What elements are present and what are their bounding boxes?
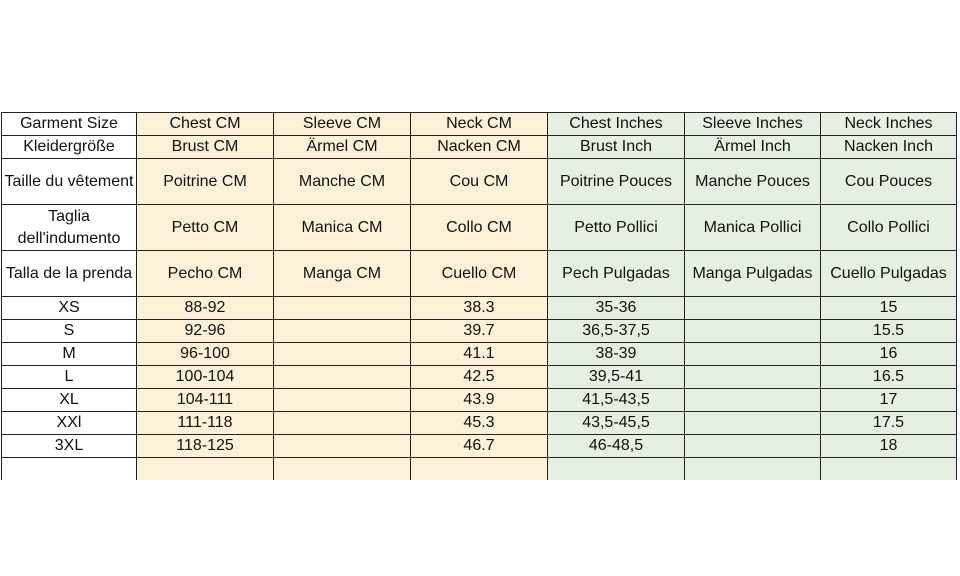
size-row-l xyxy=(2,366,957,389)
empty-cell xyxy=(685,458,821,481)
table-cell xyxy=(274,389,411,412)
table-cell: 92-96 xyxy=(137,320,274,343)
header-cell: Manga Pulgadas xyxy=(685,251,821,297)
header-cell: Manche Pouces xyxy=(685,159,821,205)
header-row-spanish xyxy=(2,251,957,297)
size-label: 3XL xyxy=(2,435,137,458)
header-cell: Petto CM xyxy=(137,205,274,251)
table-cell: 15.5 xyxy=(821,320,957,343)
header-cell: Neck CM xyxy=(411,113,548,136)
size-label: XXl xyxy=(2,412,137,435)
header-cell: Collo Pollici xyxy=(821,205,957,251)
header-cell: Manica Pollici xyxy=(685,205,821,251)
header-cell: Cou Pouces xyxy=(821,159,957,205)
table-cell: 17.5 xyxy=(821,412,957,435)
table-cell xyxy=(685,366,821,389)
empty-cell xyxy=(2,458,137,481)
header-cell: Collo CM xyxy=(411,205,548,251)
empty-cell xyxy=(821,458,957,481)
table-cell: 111-118 xyxy=(137,412,274,435)
table-cell: 43,5-45,5 xyxy=(548,412,685,435)
table-cell: 118-125 xyxy=(137,435,274,458)
table-cell: 88-92 xyxy=(137,297,274,320)
table-cell xyxy=(274,435,411,458)
empty-cell xyxy=(411,458,548,481)
table-cell: 38.3 xyxy=(411,297,548,320)
header-cell: Manche CM xyxy=(274,159,411,205)
size-label: XL xyxy=(2,389,137,412)
table-cell: 104-111 xyxy=(137,389,274,412)
cut-off-row xyxy=(2,458,957,481)
header-cell: Garment Size xyxy=(2,113,137,136)
size-row-s xyxy=(2,320,957,343)
size-row-xl xyxy=(2,389,957,412)
table-cell: 41,5-43,5 xyxy=(548,389,685,412)
header-cell: Ärmel CM xyxy=(274,136,411,159)
header-cell: Nacken CM xyxy=(411,136,548,159)
table-cell: 96-100 xyxy=(137,343,274,366)
header-cell: Brust Inch xyxy=(548,136,685,159)
header-cell: Kleidergröße xyxy=(2,136,137,159)
header-cell: Manga CM xyxy=(274,251,411,297)
table-cell: 46.7 xyxy=(411,435,548,458)
table-cell xyxy=(685,435,821,458)
table-cell: 39.7 xyxy=(411,320,548,343)
table-cell: 16.5 xyxy=(821,366,957,389)
header-cell: Cuello CM xyxy=(411,251,548,297)
table-cell: 35-36 xyxy=(548,297,685,320)
header-cell: Pecho CM xyxy=(137,251,274,297)
empty-cell xyxy=(274,458,411,481)
header-cell: Poitrine CM xyxy=(137,159,274,205)
table-cell xyxy=(685,389,821,412)
size-label: XS xyxy=(2,297,137,320)
header-cell: Nacken Inch xyxy=(821,136,957,159)
header-cell: Chest CM xyxy=(137,113,274,136)
empty-cell xyxy=(137,458,274,481)
header-cell: Brust CM xyxy=(137,136,274,159)
header-cell: Sleeve CM xyxy=(274,113,411,136)
table-cell xyxy=(685,343,821,366)
header-cell: Petto Pollici xyxy=(548,205,685,251)
header-cell: Talla de la prenda xyxy=(2,251,137,297)
header-cell: Cou CM xyxy=(411,159,548,205)
size-row-xxl xyxy=(2,412,957,435)
table-cell: 42.5 xyxy=(411,366,548,389)
table-cell: 18 xyxy=(821,435,957,458)
header-cell: Pech Pulgadas xyxy=(548,251,685,297)
table-cell: 38-39 xyxy=(548,343,685,366)
header-cell: Taille du vêtement xyxy=(2,159,137,205)
empty-cell xyxy=(548,458,685,481)
size-label: S xyxy=(2,320,137,343)
header-cell: Poitrine Pouces xyxy=(548,159,685,205)
size-label: M xyxy=(2,343,137,366)
table-cell: 46-48,5 xyxy=(548,435,685,458)
table-cell: 43.9 xyxy=(411,389,548,412)
table-cell xyxy=(274,366,411,389)
table-cell xyxy=(274,343,411,366)
table-cell: 36,5-37,5 xyxy=(548,320,685,343)
header-cell: Ärmel Inch xyxy=(685,136,821,159)
header-row-french xyxy=(2,159,957,205)
header-row-italian xyxy=(2,205,957,251)
header-row-german xyxy=(2,136,957,159)
table-cell: 100-104 xyxy=(137,366,274,389)
table-cell: 45.3 xyxy=(411,412,548,435)
table-cell xyxy=(685,320,821,343)
size-row-m xyxy=(2,343,957,366)
header-cell: Taglia dell'indumento xyxy=(2,205,137,251)
header-cell: Manica CM xyxy=(274,205,411,251)
table-cell xyxy=(274,297,411,320)
table-cell: 17 xyxy=(821,389,957,412)
size-row-3xl xyxy=(2,435,957,458)
table-cell: 41.1 xyxy=(411,343,548,366)
size-row-xs xyxy=(2,297,957,320)
header-cell: Neck Inches xyxy=(821,113,957,136)
table-cell xyxy=(274,320,411,343)
header-cell: Chest Inches xyxy=(548,113,685,136)
header-cell: Cuello Pulgadas xyxy=(821,251,957,297)
header-row-english xyxy=(2,113,957,136)
header-cell: Sleeve Inches xyxy=(685,113,821,136)
size-label: L xyxy=(2,366,137,389)
table-cell: 16 xyxy=(821,343,957,366)
size-chart-table xyxy=(1,112,957,480)
table-cell: 15 xyxy=(821,297,957,320)
table-cell xyxy=(685,297,821,320)
table-cell: 39,5-41 xyxy=(548,366,685,389)
table-cell xyxy=(274,412,411,435)
table-cell xyxy=(685,412,821,435)
